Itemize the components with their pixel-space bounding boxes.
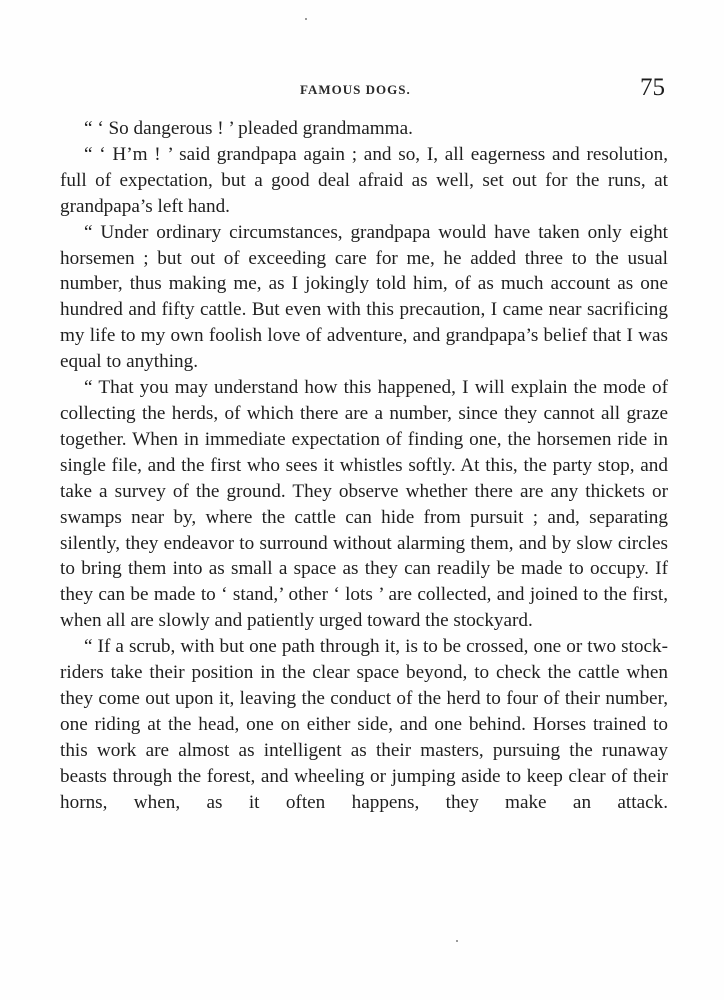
- paragraph: “ ‘ So dangerous ! ’ pleaded grandmamma.: [84, 118, 413, 139]
- paragraph: “ Under ordinary circumstances, grandpapa would have taken only eight horsemen ; but out of exceeding care for me, he added three to the usual number, thus making me, as I jokingly told him, of as much account as one hundred and fifty cattle. But even with this precaution, I came near sacrificing my life to my own foolish love of adventure, and grandpapa’s belief that I was equal to anything.: [60, 221, 668, 373]
- page-number: 75: [640, 74, 665, 101]
- paragraph: “ ‘ H’m ! ’ said grandpapa again ; and so, I, all eagerness and resolution, full of expectation, but a good deal afraid as well, set out for the runs, at grandpapa’s left hand.: [60, 143, 668, 217]
- paragraph: “ That you may understand how this happened, I will explain the mode of collecting the herds, of which there are a number, since they cannot all graze together. When in immediate expectation of finding one, the horsemen ride in single file, and the first who sees it whistles softly. At this, the party stop, and take a survey of the ground. They observe whether there are any thickets or swamps near by, where the cattle can hide from pursuit ; and, separating silently, they endeavor to surround without alarming them, and by slow circles to bring them into as small a space as they can readily be made to occupy. If they can be made to ‘ stand,’ other ‘ lots ’ are collected, and joined to the first, when all are slowly and patiently urged toward the stockyard.: [60, 377, 668, 632]
- paragraph: “ If a scrub, with but one path through it, is to be crossed, one or two stock-riders take their position in the clear space beyond, to check the cattle when they come out upon it, leaving the conduct of the herd to four of their number, one riding at the head, one on either side, and one behind. Horses trained to this work are almost as intelligent as their masters, pursuing the runaway beasts through the forest, and wheeling or jumping aside to keep clear of their horns, when, as it often happens, they make an attack.: [60, 636, 668, 813]
- body-text: [60, 116, 668, 815]
- ink-speck: [305, 18, 307, 20]
- running-head: FAMOUS DOGS.: [300, 82, 411, 97]
- ink-speck: [456, 940, 458, 942]
